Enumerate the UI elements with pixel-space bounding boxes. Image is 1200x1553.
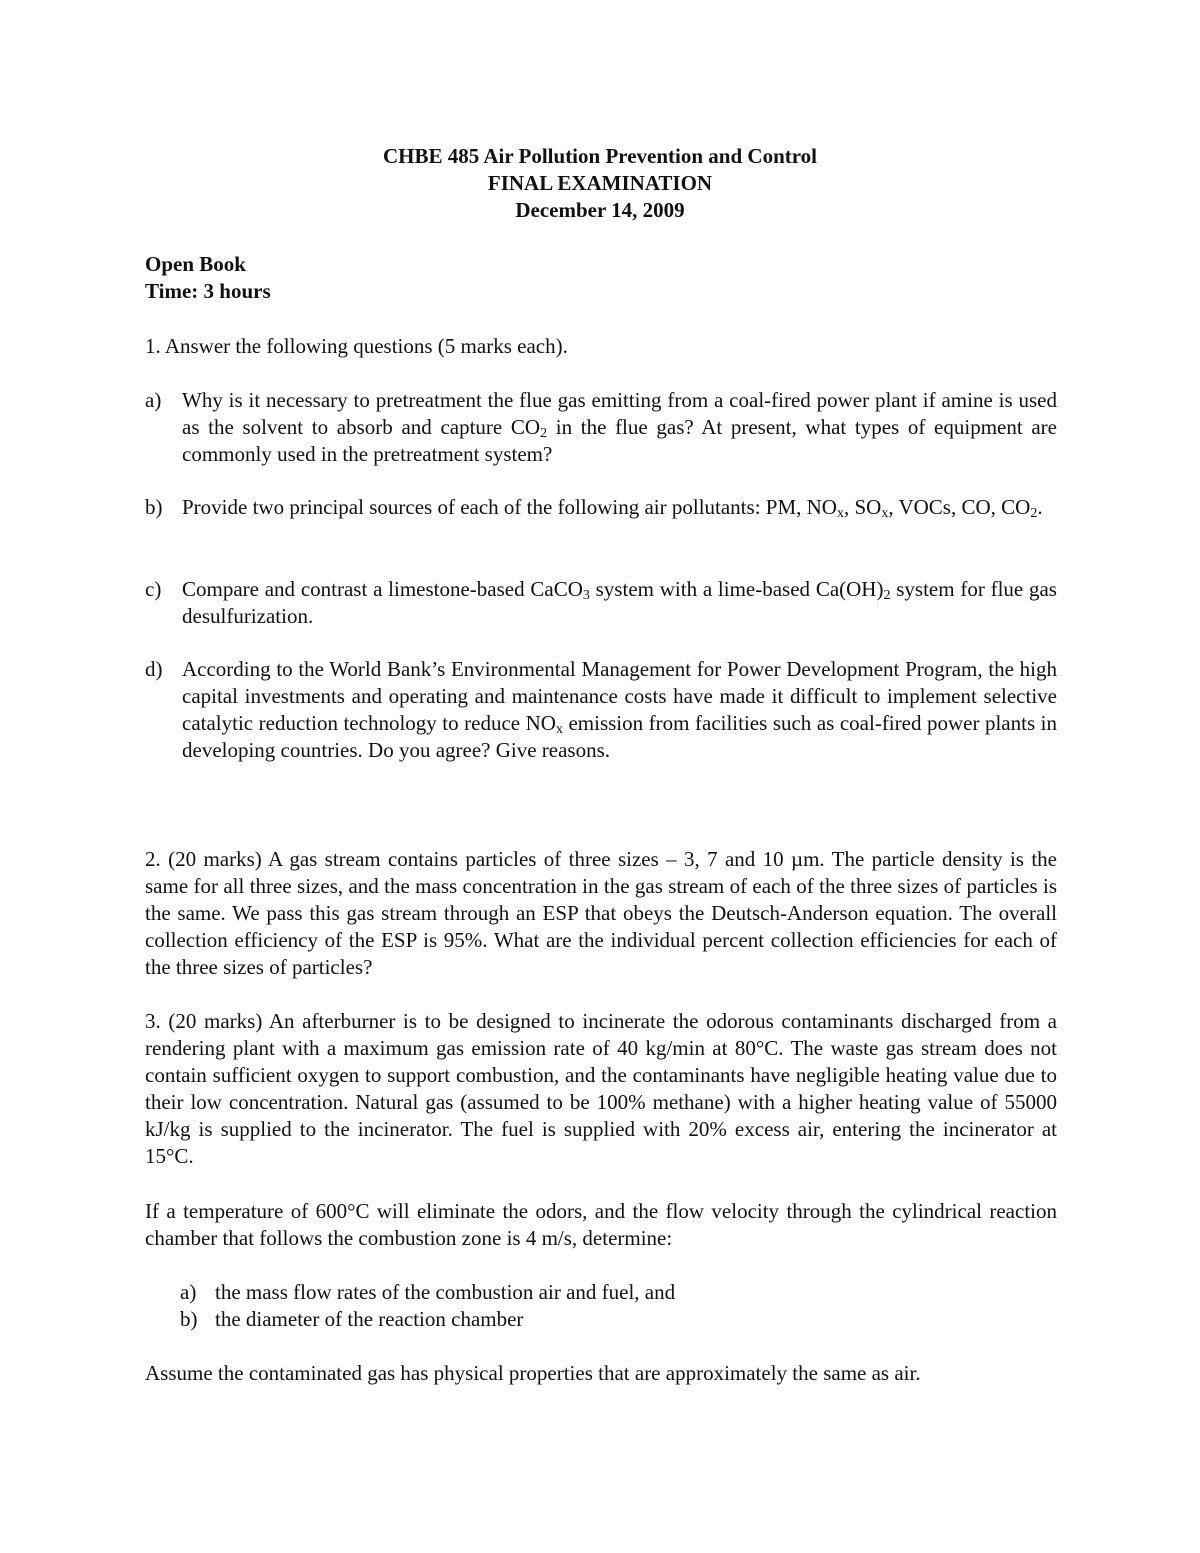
open-book-note: Open Book <box>145 252 246 276</box>
list-item <box>180 1279 1050 1306</box>
question-1b-label: b) <box>145 495 163 519</box>
exam-date: December 14, 2009 <box>515 198 685 222</box>
question-2-text: 2. (20 marks) A gas stream contains particles of three sizes – 3, 7 and 10 µm. The particle density is the same for all three sizes, and the mass concentration in the gas stream of each of the three sizes of particles is the same. We pass this gas stream through an ESP that obeys the Deutsch-Anderson equation. The overall collection efficiency of the ESP is 95%. What are the individual percent collection efficiencies for each of the three sizes of particles? <box>145 847 1057 979</box>
question-1d-text: According to the World Bank’s Environmental Management for Power Development Program, the high capital investments and operating and maintenance costs have made it difficult to implement selective catalytic reduction technology to reduce $NO_x$ emission from facilities such as coal-fired power plants in developing countries. Do you agree? Give reasons. <box>182 657 1057 762</box>
question-1b <box>145 494 1057 521</box>
question-1c <box>145 576 1057 630</box>
list-item <box>180 1306 1050 1333</box>
question-1d <box>145 656 1057 764</box>
question-1-intro: 1. Answer the following questions (5 marks each). <box>145 334 568 358</box>
exam-info <box>145 251 271 305</box>
list-item-text: the mass flow rates of the combustion air and fuel, and <box>215 1280 676 1304</box>
list-item-label: b) <box>180 1307 198 1331</box>
exam-header <box>0 143 1200 224</box>
question-1a-label: a) <box>145 388 162 412</box>
question-3-text: 3. (20 marks) An afterburner is to be designed to incinerate the odorous contaminants discharged from a rendering plant with a maximum gas emission rate of 40 kg/min at 80°C. The waste gas stream does not contain sufficient oxygen to support combustion, and the contaminants have negligible heating value due to their low concentration. Natural gas (assumed to be 100% methane) with a higher heating value of 55000 kJ/kg is supplied to the incinerator. The fuel is supplied with 20% excess air, entering the incinerator at 15°C. <box>145 1009 1057 1168</box>
list-item-label: a) <box>180 1280 197 1304</box>
time-limit: Time: 3 hours <box>145 279 271 303</box>
question-1c-text: Compare and contrast a limestone-based CaCO$_3$ system with a lime-based $Ca(OH)_2$ system for flue gas desulfurization. <box>182 577 1057 628</box>
question-3-task: If a temperature of 600°C will eliminate the odors, and the flow velocity through the cylindrical reaction chamber that follows the combustion zone is 4 m/s, determine: <box>145 1199 1057 1250</box>
question-3-assumption: Assume the contaminated gas has physical properties that are approximately the same as air. <box>145 1361 921 1385</box>
question-1a-text: Why is it necessary to pretreatment the flue gas emitting from a coal-fired power plant if amine is used as the solvent to absorb and capture $CO_2$ in the flue gas? At present, what types of equipment are commonly used in the pretreatment system? <box>182 388 1057 466</box>
question-1a <box>145 387 1057 468</box>
question-1d-label: d) <box>145 657 163 681</box>
course-title: CHBE 485 Air Pollution Prevention and Control <box>382 144 818 168</box>
question-1c-label: c) <box>145 577 162 601</box>
question-1b-text: Provide two principal sources of each of the following air pollutants: PM, $NO_x$, $SO_x$, VOCs, CO, $CO_2$. <box>182 495 1043 521</box>
exam-title: FINAL EXAMINATION <box>487 171 713 195</box>
list-item-text: the diameter of the reaction chamber <box>215 1307 524 1331</box>
